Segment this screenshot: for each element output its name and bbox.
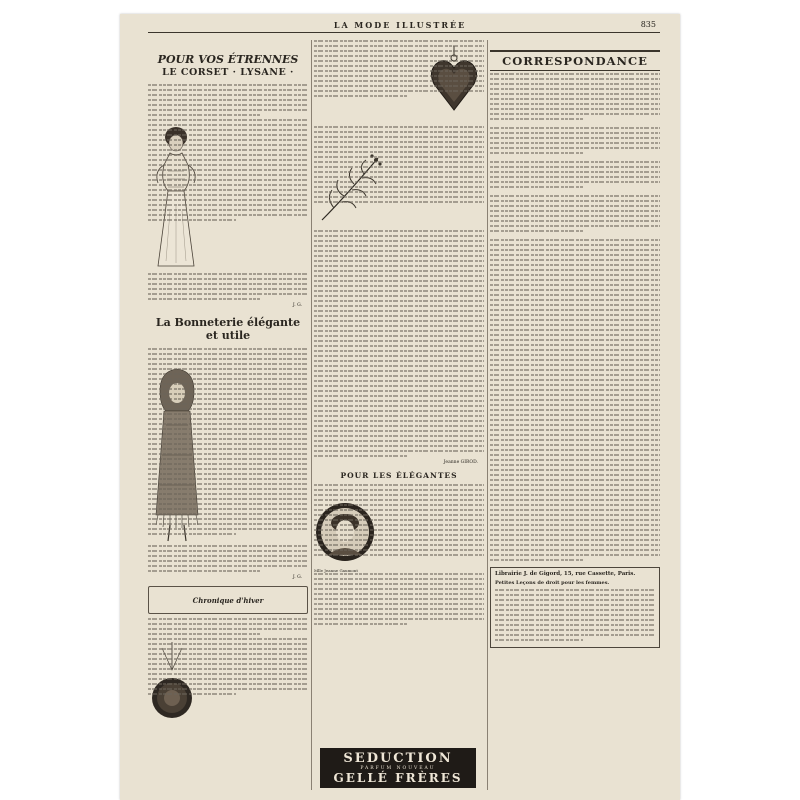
banner-title: Chronique d'hiver — [192, 595, 264, 605]
article-title-elegantes: POUR LES ÉLÉGANTES — [340, 471, 458, 480]
article-body — [148, 348, 308, 572]
ad-headline: SEDUCTION — [343, 751, 453, 766]
signature: J. G. — [292, 303, 302, 309]
librairie-notice — [490, 567, 660, 648]
article-body — [314, 484, 484, 625]
notice-subtitle: Petites Leçons de droit pour les femmes. — [495, 580, 610, 586]
signature: J. G. — [292, 575, 302, 581]
plant-sprig-illustration — [314, 148, 386, 228]
column-divider — [487, 40, 488, 790]
article-body — [314, 126, 484, 457]
column-1 — [148, 40, 308, 792]
seduction-advertisement — [320, 748, 476, 788]
page-header-title: LA MODE ILLUSTRÉE — [333, 20, 467, 30]
newspaper-page — [120, 14, 680, 800]
signature: Jeanne GIROD. — [443, 460, 478, 465]
article-body — [148, 618, 308, 695]
article-title-etrennes: POUR VOS ÉTRENNES — [157, 53, 299, 66]
page-number: 835 — [640, 20, 656, 29]
article-body — [148, 84, 308, 300]
ad-tagline: PARFUM NOUVEAU — [360, 766, 436, 771]
column-divider — [311, 40, 312, 790]
article-body — [490, 73, 660, 561]
article-title-bonneterie: La Bonneterie élégante et utile — [155, 316, 301, 343]
header-rule — [148, 32, 660, 33]
portrait-caption: Mlle Jeanne Gaumont — [314, 568, 358, 573]
portrait-medallion — [314, 501, 376, 573]
chronique-banner — [148, 586, 308, 614]
column-2 — [314, 40, 484, 792]
notice-title: Librairie J. de Gigord, 15, rue Cassette, Paris. — [495, 571, 636, 577]
column-3 — [490, 40, 660, 792]
ad-brand: GELLÉ FRÈRES — [333, 771, 463, 785]
correspondance-title: CORRESPONDANCE — [490, 50, 660, 71]
article-subtitle-corset: LE CORSET · LYSANE · — [162, 67, 294, 79]
